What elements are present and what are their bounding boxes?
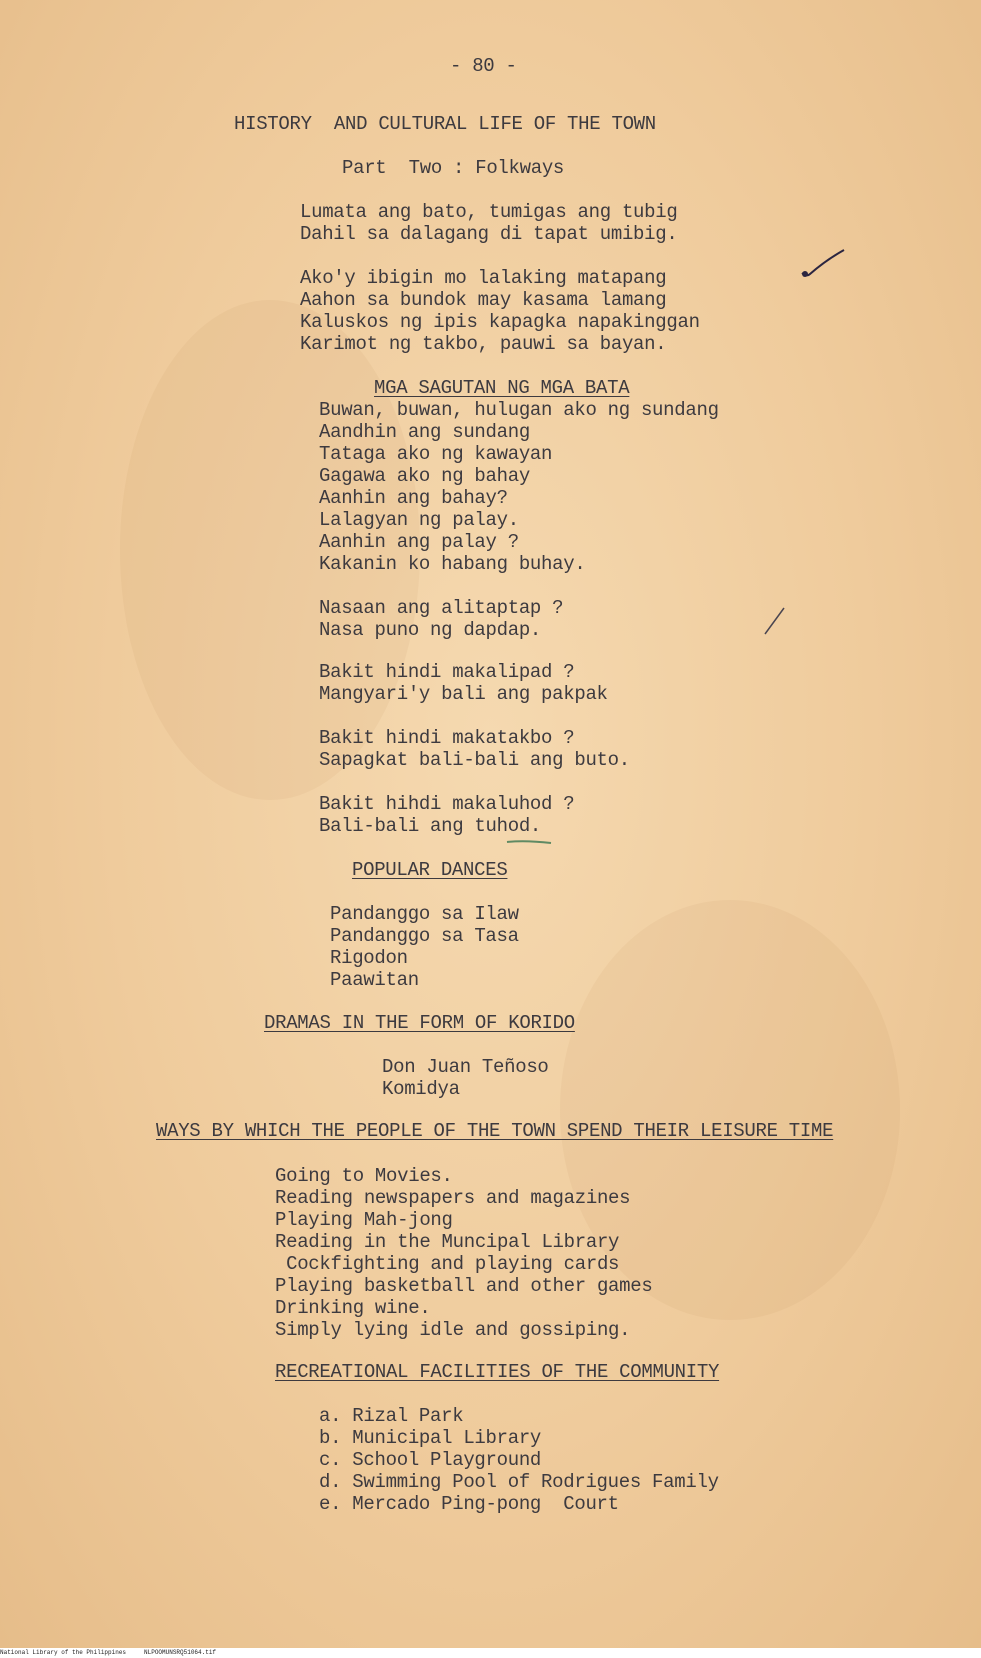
green-pencil-stroke [505, 837, 555, 847]
pencil-mark-icon [762, 605, 788, 637]
list-item: b. Municipal Library [319, 1427, 542, 1449]
list-item: Don Juan Teñoso [382, 1056, 549, 1078]
section-heading-sagutan: MGA SAGUTAN NG MGA BATA [374, 377, 630, 399]
scan-footer: National Library of the Philippines NLPOOMUNSRQ51064.tif [0, 1648, 981, 1658]
list-item: Cockfighting and playing cards [275, 1253, 620, 1275]
verse-line: Lumata ang bato, tumigas ang tubig [300, 201, 678, 223]
section-heading-dramas: DRAMAS IN THE FORM OF KORIDO [264, 1012, 575, 1034]
list-item: d. Swimming Pool of Rodrigues Family [319, 1471, 719, 1493]
verse-line: Bakit hihdi makaluhod ? [319, 793, 575, 815]
verse-line: Bali-bali ang tuhod. [319, 815, 542, 837]
list-item: Paawitan [330, 969, 419, 991]
verse-line: Nasa puno ng dapdap. [319, 619, 542, 641]
list-item: Drinking wine. [275, 1297, 431, 1319]
list-item: Rigodon [330, 947, 408, 969]
list-item: Playing Mah-jong [275, 1209, 453, 1231]
verse-line: Aanhin ang palay ? [319, 531, 519, 553]
list-item: Going to Movies. [275, 1165, 453, 1187]
verse-line: Karimot ng takbo, pauwi sa bayan. [300, 333, 667, 355]
list-item: Simply lying idle and gossiping. [275, 1319, 631, 1341]
verse-line: Tataga ako ng kawayan [319, 443, 553, 465]
list-item: Komidya [382, 1078, 460, 1100]
list-item: Playing basketball and other games [275, 1275, 653, 1297]
section-heading-dances: POPULAR DANCES [352, 859, 508, 881]
checkmark-icon [798, 248, 848, 282]
verse-line: Ako'y ibigin mo lalaking matapang [300, 267, 667, 289]
verse-line: Lalagyan ng palay. [319, 509, 519, 531]
verse-line: Mangyari'y bali ang pakpak [319, 683, 608, 705]
verse-line: Aahon sa bundok may kasama lamang [300, 289, 667, 311]
verse-line: Dahil sa dalagang di tapat umibig. [300, 223, 678, 245]
verse-line: Kakanin ko habang buhay. [319, 553, 586, 575]
list-item: e. Mercado Ping-pong Court [319, 1493, 619, 1515]
list-item: a. Rizal Park [319, 1405, 464, 1427]
document-title: HISTORY AND CULTURAL LIFE OF THE TOWN [234, 113, 656, 135]
verse-line: Aandhin ang sundang [319, 421, 530, 443]
page-number: - 80 - [450, 55, 517, 77]
verse-line: Buwan, buwan, hulugan ako ng sundang [319, 399, 719, 421]
verse-line: Sapagkat bali-bali ang buto. [319, 749, 630, 771]
verse-line: Nasaan ang alitaptap ? [319, 597, 564, 619]
list-item: Reading newspapers and magazines [275, 1187, 631, 1209]
list-item: c. School Playground [319, 1449, 542, 1471]
document-subtitle: Part Two : Folkways [342, 157, 565, 179]
verse-line: Aanhin ang bahay? [319, 487, 508, 509]
list-item: Reading in the Muncipal Library [275, 1231, 620, 1253]
verse-line: Gagawa ako ng bahay [319, 465, 530, 487]
verse-line: Bakit hindi makatakbo ? [319, 727, 575, 749]
verse-line: Kaluskos ng ipis kapagka napakinggan [300, 311, 700, 333]
section-heading-leisure: WAYS BY WHICH THE PEOPLE OF THE TOWN SPEND THEIR LEISURE TIME [156, 1120, 834, 1142]
section-heading-facilities: RECREATIONAL FACILITIES OF THE COMMUNITY [275, 1361, 720, 1383]
list-item: Pandanggo sa Ilaw [330, 903, 519, 925]
list-item: Pandanggo sa Tasa [330, 925, 519, 947]
verse-line: Bakit hindi makalipad ? [319, 661, 575, 683]
